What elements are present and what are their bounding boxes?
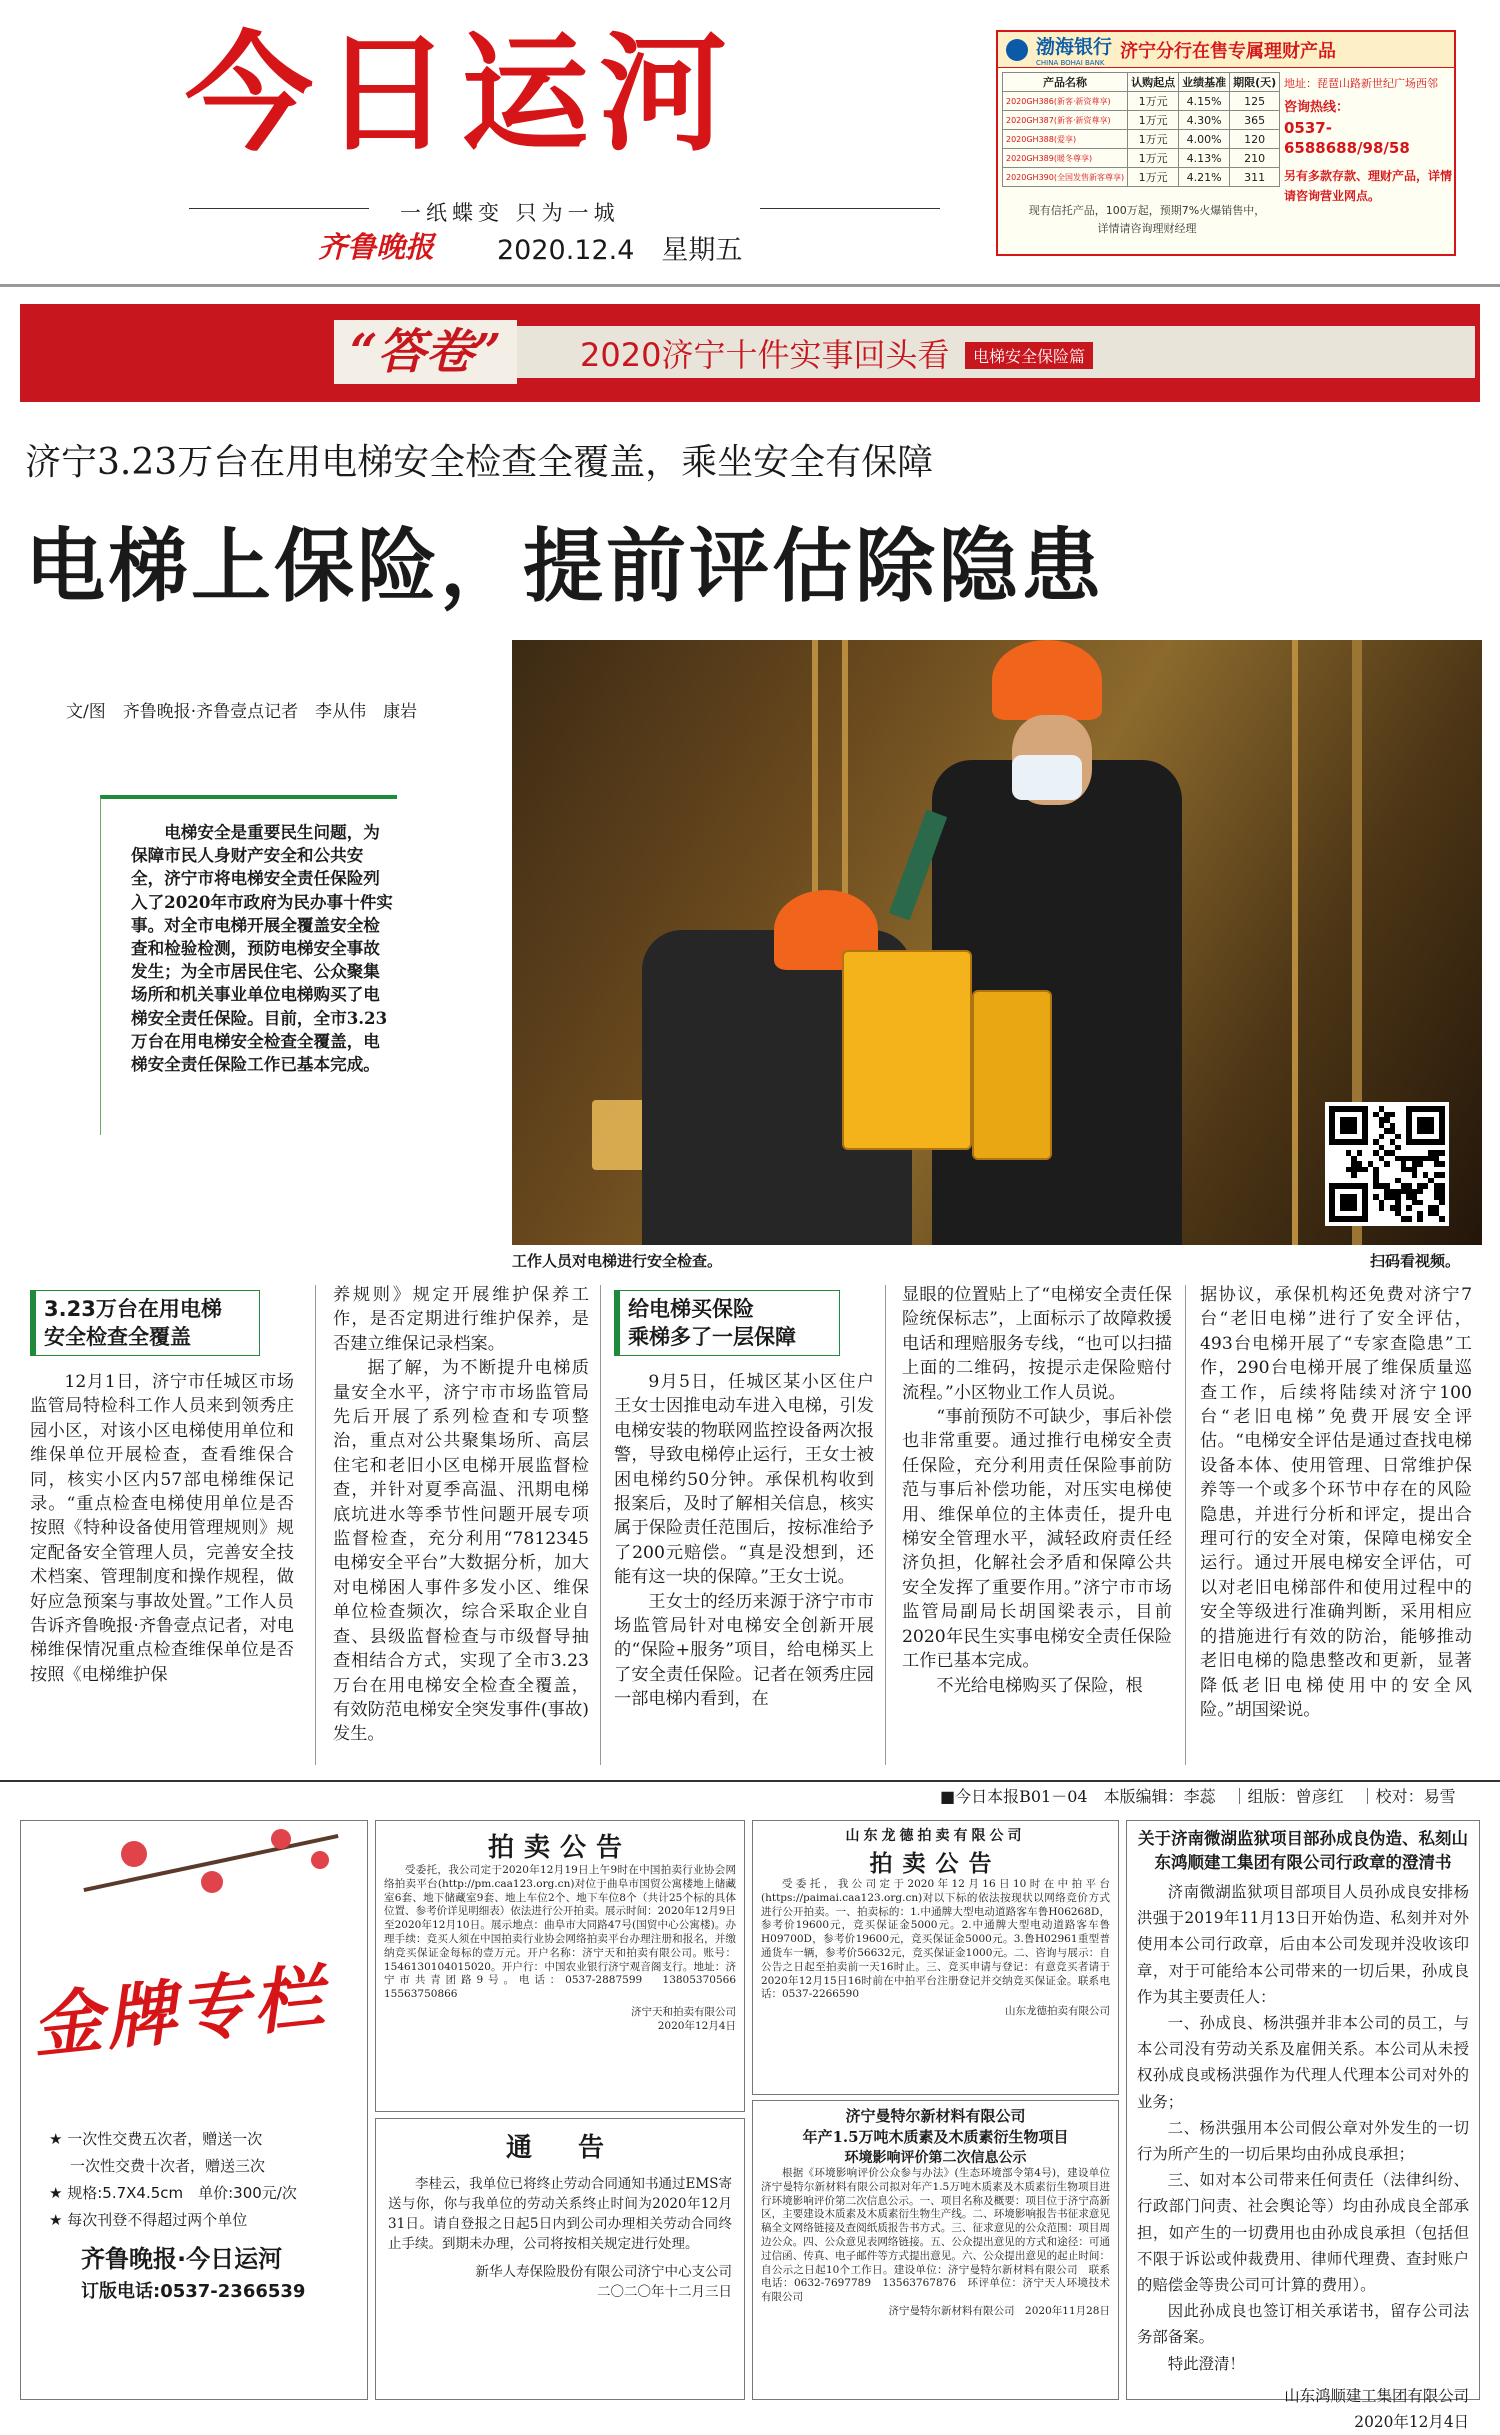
article-byline: 文/图 齐鲁晚报·齐鲁壹点记者 李从伟 康岩 (66, 702, 418, 722)
gold-column-title: 金牌专栏 (27, 1954, 332, 2069)
page-rule (0, 1780, 1500, 1782)
product-cell: 210 (1230, 149, 1280, 168)
masthead-slogan: 一纸蝶变 只为一城 (400, 201, 620, 225)
product-cell: 311 (1230, 168, 1280, 187)
product-table (1002, 72, 1280, 187)
product-cell: 4.13% (1179, 149, 1230, 168)
bank-name: 渤海银行 (1036, 36, 1113, 58)
article-column-2: 养规则》规定开展维护保养工作，是否定期进行维护保养，是否建立维保记录档案。 据了解，为不断提升电梯质量安全水平，济宁市市场监管局先后开展了系列检查和专项整治，重点对公共聚集场所、高层住宅和老旧小区电梯开展监督检查，并针对夏季高温、汛期电梯底坑进水等季节性问题开展专项监督检查，充分利用“7812345电梯安全平台”大数据分析，加大对电梯困人事件多发小区、维保单位检查频次，综合采取企业自查、县级监督检查与市级督导抽查相结合方式，实现了全市3.23万台在用电梯安全检查全覆盖，有效防范电梯安全突发事件(事故)发生。 (333, 1285, 589, 1745)
labor-notice: 通 告 李桂云，我单位已将终止劳动合同通知书通过EMS寄送与你，你与我单位的劳动关系终止时间为2020年12月31日。请自登报之日起5日内到公司办理相关劳动合同终止手续。到期未办理，公司将按相关规定进行处理。 新华人寿保险股份有限公司济宁中心支公司 二〇二〇年十二月三日 (375, 2118, 745, 2400)
plum-blossom-icon (81, 1821, 341, 1931)
product-row (1003, 130, 1280, 149)
masthead-title: 今日运河 (185, 20, 738, 169)
bank-advert (996, 30, 1456, 256)
gold-column-terms: ★ 一次性交费五次者，赠送一次 一次性交费十次者，赠送三次 ★ 规格:5.7X4.5cm 单价:300元/次 ★ 每次刊登不得超过两个单位 (49, 2130, 297, 2229)
bank-contact (1284, 74, 1452, 206)
banner-title: 2020济宁十件实事回头看 (580, 336, 950, 374)
article-column-3: 9月5日，任城区某小区住户王女士因推电动车进入电梯，引发电梯安装的物联网监控设备两次报警，导致电梯停止运行，王女士被困电梯约50分钟。承保机构收到报案后，及时了解相关信息，核实属于保险责任范围后，按标准给予了200元赔偿。“真是没想到，还能有这一块的保障。”王女士说。 王女士的经历来源于济宁市市场监管局针对电梯安全创新开展的“保险+服务”项目，给电梯买上了安全责任保险。记者在领秀庄园一部电梯内看到，在 (614, 1372, 874, 1710)
page-credits: ■今日本报B01－04 本版编辑：李蕊 ｜组版：曾彦红 ｜校对：易雪 (940, 1787, 1456, 1806)
clarification-statement: 关于济南微湖监狱项目部孙成良伪造、私刻山东鸿顺建工集团有限公司行政章的澄清书 济南微湖监狱项目部项目人员孙成良安排杨洪强于2019年11月13日开始伪造、私刻并对外使用本公司行政章，后由本公司发现并没收该印章，对于可能给本公司带来的一切后果，孙成良作为其主要责任人： 一、孙成良、杨洪强并非本公司的员工，与本公司没有劳动关系及雇佣关系。本公司从未授权孙成良或杨洪强作为代理人代理本公司对外的业务； 二、杨洪强用本公司假公章对外发生的一切行为所产生的一切后果均由孙成良承担； 三、如对本公司带来任何责任（法律纠纷、行政部门问责、社会舆论等）均由孙成良全部承担，如产生的一切费用也由孙成良承担（包括但不限于诉讼或仲裁费用、律师代理费、查封账户的赔偿金等贵公司可计算的费用）。 因此孙成良也签订相关承诺书，留存公司法务部备案。 特此澄清！ 山东鸿顺建工集团有限公司 2020年12月4日 (1126, 1820, 1480, 2400)
product-cell: 2020GH387(新客·新资尊享) (1003, 111, 1128, 130)
product-row (1003, 111, 1280, 130)
product-table-header: 认购起点 (1128, 73, 1179, 92)
product-cell: 365 (1230, 111, 1280, 130)
product-cell: 125 (1230, 92, 1280, 111)
product-cell: 4.30% (1179, 111, 1230, 130)
photo-caption: 工作人员对电梯进行安全检查。 (512, 1252, 723, 1270)
product-cell: 4.15% (1179, 92, 1230, 111)
product-cell: 2020GH389(暖冬尊享) (1003, 149, 1128, 168)
product-table-header: 业绩基准 (1179, 73, 1230, 92)
article-headline: 电梯上保险，提前评估除隐患 (25, 520, 1104, 613)
bank-address: 地址：琵琶山路新世纪广场西邻 (1284, 77, 1438, 90)
qr-caption: 扫码看视频。 (1370, 1252, 1461, 1270)
product-cell: 1万元 (1128, 149, 1179, 168)
article-column-5: 据协议，承保机构还免费对济宁7台“老旧电梯”进行了安全评估，493台电梯开展了“专家查隐患”工作，290台电梯开展了维保质量巡查工作，后续将陆续对济宁100台“老旧电梯”免费开展安全评估。“电梯安全评估是通过查找电梯设备本体、使用管理、日常维护保养等一个或多个环节中存在的风险隐患，并进行分析和评定，提出合理可行的安全对策，保障电梯安全运行。通过开展电梯安全评估，可以对老旧电梯部件和使用过程中的安全等级进行准确判断，采用相应的措施进行有效的防治，能够推动老旧电梯的隐患整改和更新，显著降低老旧电梯使用中的安全风险。”胡国梁说。 (1200, 1285, 1472, 1720)
auction-notice-2: 山东龙德拍卖有限公司 拍卖公告 受委托，我公司定于2020年12月16日10时在中拍平台(https://paimai.caa123.org.cn)对以下标的依法按现状以网络竞价方式进行公开拍卖。一、拍卖标的：1.中通牌大型电动道路客车鲁H06268D，参考价19600元，竞买保证金5000元。2.中通牌大型电动道路客车鲁H09700D，参考价19600元，竞买保证金5000元。3.鲁H02961重型普通货车一辆，参考价56632元，竞买保证金1000元。二、咨询与展示：自公告之日起至拍卖前一天16时止。三、竞买申请与登记：有意竞买者请于2020年12月15日16时前在中拍平台注册登记并交纳竞买保证金。联系电话：0537-2266590 山东龙德拍卖有限公司 (752, 1820, 1119, 2095)
product-cell: 120 (1230, 130, 1280, 149)
product-cell: 1万元 (1128, 111, 1179, 130)
newspaper-brand: 齐鲁晚报 (318, 230, 435, 264)
product-cell: 1万元 (1128, 168, 1179, 187)
gold-column-brand: 齐鲁晚报·今日运河 (81, 2245, 283, 2273)
bank-name-en: CHINA BOHAI BANK (1036, 59, 1105, 67)
product-row (1003, 92, 1280, 111)
video-qr-code[interactable] (1325, 1102, 1449, 1226)
product-cell: 2020GH390(全国发售新客尊享) (1003, 168, 1128, 187)
slogan-rule-right (760, 208, 940, 209)
article-column-4: 显眼的位置贴上了“电梯安全责任保险统保标志”，上面标示了故障救援电话和理赔服务专线，“也可以扫描上面的二维码，按提示走保险赔付流程。”小区物业工作人员说。 “事前预防不可缺少，事后补偿也非常重要。通过推行电梯安全责任保险，充分利用责任保险事前防范与事后补偿功能，对压实电梯使用、维保单位的主体责任，提升电梯安全管理水平，減轻政府责任经济负担，化解社会矛盾和保障公共安全发挥了重要作用。”济宁市市场监管局副局长胡国梁表示，目前2020年民生实事电梯安全责任保险工作已基本完成。 不光给电梯购买了保险，根 (902, 1285, 1172, 1696)
product-row (1003, 168, 1280, 187)
bank-advert-title: 济宁分行在售专属理财产品 (1120, 40, 1337, 62)
bank-advert-header (998, 32, 1454, 68)
product-cell: 1万元 (1128, 130, 1179, 149)
product-cell: 4.21% (1179, 168, 1230, 187)
product-table-header: 期限(天) (1230, 73, 1280, 92)
article-column-1: 12月1日，济宁市任城区市场监管局特检科工作人员来到领秀庄园小区，对该小区电梯使用单位和维保单位开展检查，查看维保合同，核实小区内57部电梯维保记录。“重点检查电梯使用单位是否按照《特种设备使用管理规则》规定配备安全管理人员，完善安全技术档案、管理制度和操作规程，做好应急预案与事故处置。”工作人员告诉齐鲁晚报·齐鲁壹点记者，对电梯维保情况重点检查维保单位是否按照《电梯维护保 (30, 1372, 294, 1685)
auction-notice-1: 拍卖公告 受委托，我公司定于2020年12月19日上午9时在中国拍卖行业协会网络拍卖平台(http://pm.caa123.org.cn)对位于曲阜市国贸公寓楼地上储藏室6套、地下储藏室9套、地上车位2个、地下车位8个（共计25个标的具体位置、参考价详见明细表）依法进行公开拍卖。展示时间：2020年12月9日至2020年12月10日。展示地点：曲阜市大同路47号(国贸中心公寓楼)。办理手续：竞买人须在中国拍卖行业协会网络拍卖平台办理注册和报名，并缴纳竞买保证金每标的壹万元。开户名称：济宁天和拍卖有限公司。账号：1546130104015020。开户行：中国农业银行济宁观音阁支行。地址：济宁市共青团路9号。电话：0537-2887599 13805370566 15563750866 济宁天和拍卖有限公司 2020年12月4日 (375, 1820, 745, 2112)
section-heading-1: 3.23万台在用电梯 安全检查全覆盖 (30, 1290, 260, 1356)
banner-quote: “答卷” (334, 320, 517, 384)
hotline-number: 0537-6588688/98/58 (1284, 119, 1410, 157)
bank-logo-icon (1006, 39, 1028, 61)
product-cell: 2020GH386(新客·新资尊享) (1003, 92, 1128, 111)
issue-date: 2020.12.4 星期五 (497, 235, 743, 266)
gold-column-ad (20, 1820, 368, 2400)
slogan-rule-left (189, 208, 369, 209)
bank-promo: 另有多款存款、理财产品，详情请咨询营业网点。 (1284, 169, 1453, 203)
masthead-rule (0, 284, 1500, 287)
product-cell: 2020GH388(爱享) (1003, 130, 1128, 149)
product-row (1003, 149, 1280, 168)
banner-tag: 电梯安全保险篇 (965, 342, 1093, 369)
hotline-label: 咨询热线： (1284, 100, 1350, 115)
product-cell: 4.00% (1179, 130, 1230, 149)
article-subheadline: 济宁3.23万台在用电梯安全检查全覆盖，乘坐安全有保障 (25, 442, 934, 483)
environmental-notice: 济宁曼特尔新材料有限公司 年产1.5万吨木质素及木质素衍生物项目 环境影响评价第二次信息公示 根据《环境影响评价公众参与办法》(生态环境部令第4号)，建设单位济宁曼特尔新材料有限公司拟对年产1.5万吨木质素及木质素衍生物项目进行环境影响评价第二次信息公示。一、项目名称及概要：项目位于济宁高新区，主要建设木质素及木质素衍生物生产线。二、环境影响报告书征求意见稿全文网络链接及查阅纸质报告书方式。三、征求意见的公众范围：项目周边公众。四、公众意见表网络链接。五、公众提出意见的方式和途径：可通过信函、传真、电子邮件等方式提出意见。六、公众提出意见的起止时间：自公示之日起10个工作日。建设单位：济宁曼特尔新材料有限公司 联系电话：0632-7697789 13563767876 环评单位：济宁天人环境技术有限公司 济宁曼特尔新材料有限公司 2020年11月28日 (752, 2100, 1119, 2400)
product-cell: 1万元 (1128, 92, 1179, 111)
article-lead: 电梯安全是重要民生问题，为保障市民人身财产安全和公共安全，济宁市将电梯安全责任保险列入了2020年市政府为民办事十件实事。对全市电梯开展全覆盖安全检查和检验检测，预防电梯安全事故发生；为全市居民住宅、公众聚集场所和机关事业单位电梯购买了电梯安全责任保险。目前，全市3.23万台在用电梯安全检查全覆盖，电梯安全责任保险工作已基本完成。 (100, 795, 397, 1135)
bank-advert-footer: 现有信托产品，100万起，预期7%火爆销售中， 详情请咨询理财经理 (1028, 204, 1266, 235)
gold-column-phone: 订版电话:0537-2366539 (81, 2281, 306, 2302)
product-table-header: 产品名称 (1003, 73, 1128, 92)
section-heading-2: 给电梯买保险 乘梯多了一层保障 (614, 1290, 840, 1356)
